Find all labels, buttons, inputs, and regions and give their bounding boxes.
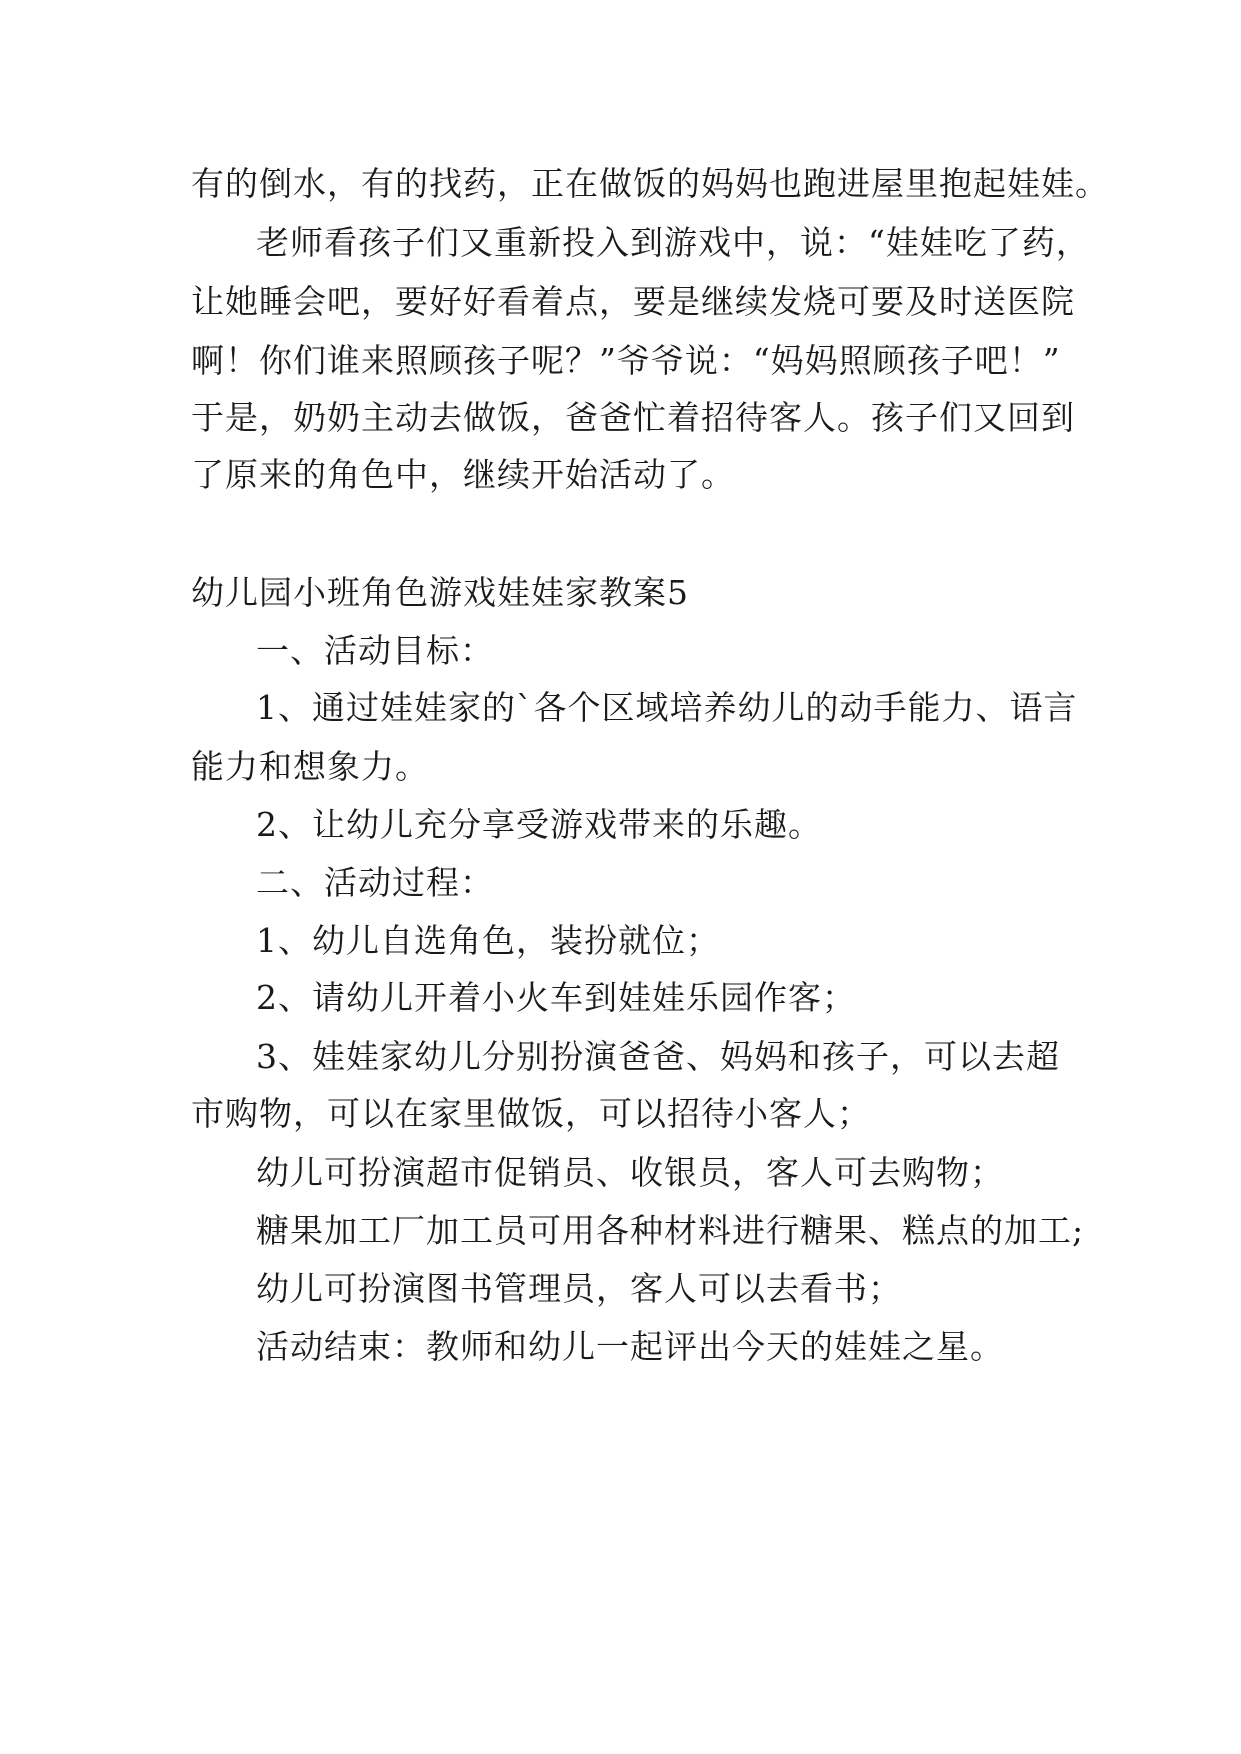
- text-line: 有的倒水，有的找药，正在做饭的妈妈也跑进屋里抱起娃娃。: [191, 164, 1109, 203]
- text-line: 于是，奶奶主动去做饭，爸爸忙着招待客人。孩子们又回到: [191, 398, 1075, 437]
- activity-item: 糖果加工厂加工员可用各种材料进行糖果、糕点的加工;: [256, 1211, 1085, 1250]
- goal-heading: 一、活动目标：: [256, 631, 494, 670]
- activity-ending: 活动结束：教师和幼儿一起评出今天的娃娃之星。: [256, 1327, 1004, 1366]
- process-step: 1、幼儿自选角色，装扮就位；: [256, 921, 720, 960]
- goal-item-continuation: 能力和想象力。: [191, 747, 429, 786]
- text-line: 啊！你们谁来照顾孩子呢？”爷爷说：“妈妈照顾孩子吧！”: [191, 341, 1061, 380]
- text-line: 让她睡会吧，要好好看着点，要是继续发烧可要及时送医院: [191, 282, 1075, 321]
- activity-item: 幼儿可扮演图书管理员，客人可以去看书；: [256, 1269, 902, 1308]
- process-heading: 二、活动过程：: [256, 863, 494, 902]
- section-title: 幼儿园小班角色游戏娃娃家教案5: [191, 573, 689, 612]
- text-line: 老师看孩子们又重新投入到游戏中，说：“娃娃吃了药，: [256, 223, 1090, 262]
- goal-item: 2、让幼儿充分享受游戏带来的乐趣。: [256, 805, 822, 844]
- process-step: 3、娃娃家幼儿分别扮演爸爸、妈妈和孩子，可以去超: [256, 1037, 1060, 1076]
- text-line: 了原来的角色中，继续开始活动了。: [191, 455, 735, 494]
- activity-item: 幼儿可扮演超市促销员、收银员，客人可去购物；: [256, 1153, 1004, 1192]
- process-step-continuation: 市购物，可以在家里做饭，可以招待小客人；: [191, 1094, 871, 1133]
- goal-item: 1、通过娃娃家的`各个区域培养幼儿的动手能力、语言: [256, 688, 1078, 727]
- process-step: 2、请幼儿开着小火车到娃娃乐园作客；: [256, 978, 856, 1017]
